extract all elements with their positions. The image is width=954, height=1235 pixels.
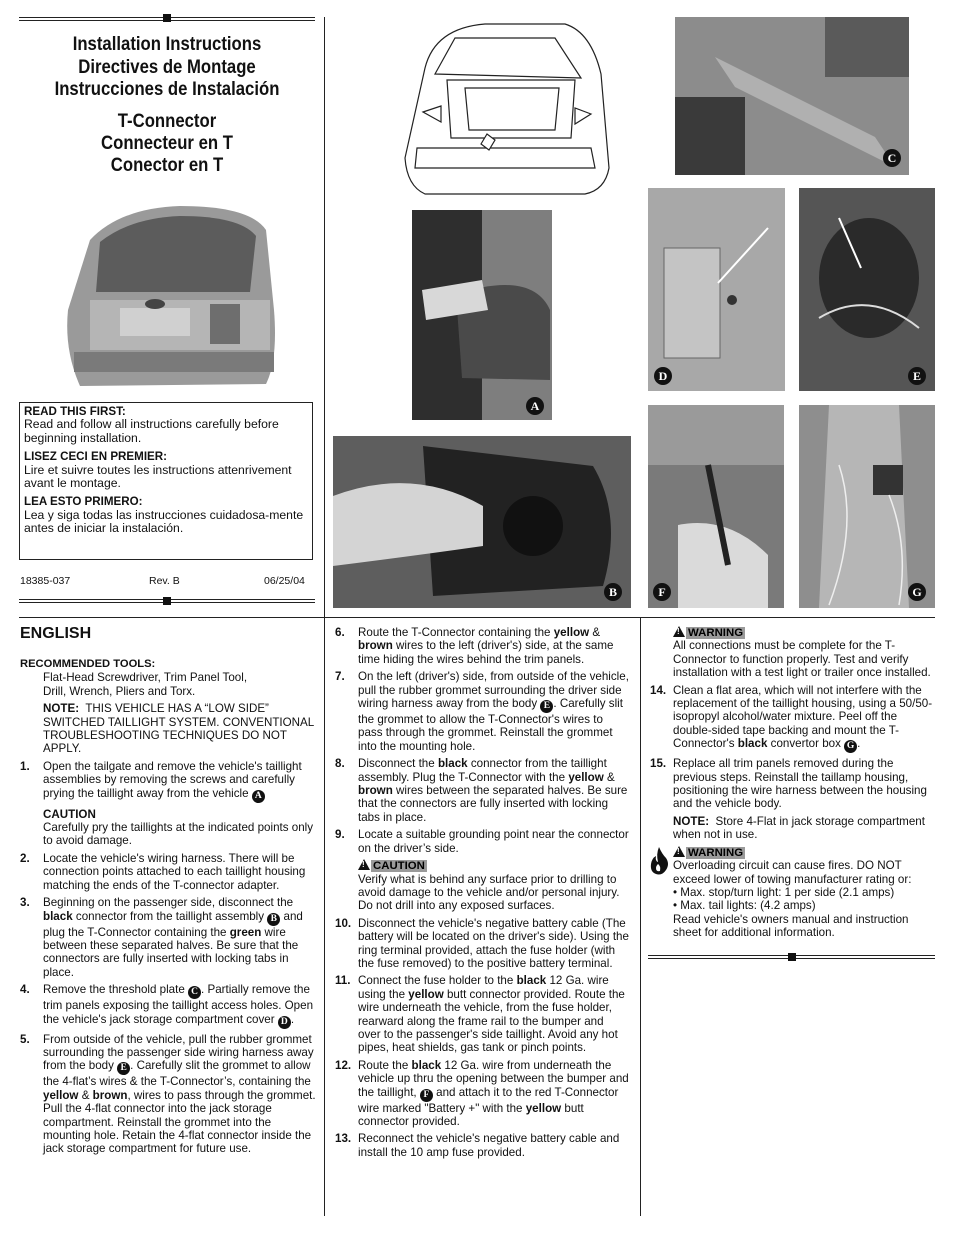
step-2-text: Locate the vehicle's wiring harness. There will be connection points attached to each taillight housing matching the ends of the T-connector adapter.: [43, 851, 306, 892]
step-5: [20, 1033, 316, 1156]
minivan-diagram: [395, 18, 613, 196]
figure-label-b: B: [604, 583, 622, 601]
step-5-text: . Carefully slit the grommet to allow the 4-flat’s wires & the T-Connector’s, containing the: [43, 1059, 311, 1089]
rule-marker: [163, 597, 171, 605]
wire-color: black: [516, 974, 547, 988]
photo-d: [648, 188, 785, 391]
step-9-text: Locate a suitable grounding point near the connector on the driver’s side.: [358, 828, 629, 855]
step-number: 5.: [20, 1032, 30, 1046]
note-label: NOTE:: [673, 814, 710, 828]
step-number: 3.: [20, 896, 30, 910]
step-12-text: 12 Ga. wire from underneath the vehicle up thru the opening between the bumper and the taillight,: [358, 1058, 629, 1099]
step-11-text: Connect the fuse holder to the: [358, 974, 514, 988]
step-number: 1.: [20, 759, 30, 773]
step-number: 11.: [335, 974, 351, 988]
wire-color: yellow: [568, 770, 604, 784]
step-number: 13.: [335, 1132, 352, 1146]
step-14-text: .: [857, 737, 861, 751]
step-number: 14.: [650, 683, 667, 697]
read-first-fr-heading: LISEZ CECI EN PREMIER:: [24, 450, 168, 464]
read-first-box: [19, 402, 313, 560]
step-3: [20, 896, 316, 979]
wire-color: yellow: [43, 1088, 79, 1102]
figure-label-c: C: [883, 149, 901, 167]
section-title: ENGLISH: [20, 625, 92, 642]
step-4-text: . Partially remove the trim panels exposing the taillight access holes. Open the vehicle's jack storage compartment cover: [43, 983, 314, 1026]
wire-color: black: [411, 1058, 442, 1072]
column-divider-lower-2: [640, 618, 641, 1216]
step-10: [335, 917, 629, 971]
caution-label: CAUTION: [373, 860, 425, 873]
step-7-text: On the left (driver's) side, from outside of the vehicle, pull the rubber grommet surrounding the driver side wiring harness away from the body: [358, 670, 629, 711]
step-6: [335, 626, 629, 666]
caution-text: Carefully pry the taillights at the indicated points only to avoid damage.: [43, 821, 314, 848]
photo-e: [799, 188, 935, 391]
step-11-text: butt connector provided. Route the wire underneath the vehicle, from the fuse holder, rearward along the frame rail to the bumper and over to the passenger's side taillight. Avoid any hot pipes, heat shields, gas tank or pinch points.: [358, 987, 625, 1055]
figure-ref-f: F: [420, 1089, 433, 1102]
title-en: Installation Instructions: [72, 34, 262, 55]
step-5-text: From outside of the vehicle, pull the rubber grommet surrounding the passenger side wiring harness away from the body: [43, 1032, 314, 1073]
column-1: [20, 624, 316, 1160]
column-3: [650, 626, 936, 940]
figure-ref-a: A: [252, 790, 265, 803]
title-es: Instrucciones de Instalación: [54, 79, 280, 100]
step-11-text: 12 Ga. wire using the: [358, 974, 609, 1001]
revision: Rev. B: [149, 575, 180, 587]
read-first-es-text: Lea y siga todas las instrucciones cuidadosa-mente antes de iniciar la instalación.: [24, 507, 304, 536]
warning-text: All connections must be complete for the T-Connector to function properly. Test and verify installation with a test light or trailer once installed.: [673, 639, 931, 680]
step-15: [650, 757, 936, 841]
step-14-text: convertor box: [770, 737, 841, 751]
step-8-text: wires between the separated halves. Be sure that the connectors are fully inserted with locking tabs in place.: [358, 784, 628, 824]
step-12: [335, 1059, 629, 1129]
step-10-text: Disconnect the vehicle's negative battery cable (The battery will be located on the driver's side). Using the ring terminal provided, attach the fuse holder (with the fuse removed) to the positive battery terminal.: [358, 916, 629, 970]
caution-heading: CAUTION: [43, 807, 96, 821]
warning-text: Read vehicle's owners manual and instruction sheet for additional information.: [673, 912, 909, 940]
tools-heading: RECOMMENDED TOOLS:: [20, 658, 156, 670]
tools-note-text: THIS VEHICLE HAS A “LOW SIDE” SWITCHED TAILLIGHT SYSTEM. CONVENTIONAL TROUBLESHOOTING TECHNIQUES DO NOT APPLY.: [43, 702, 314, 756]
wire-color: brown: [358, 784, 393, 798]
photo-f: [648, 405, 784, 608]
step-9: [335, 828, 629, 912]
photo-a: [412, 210, 552, 420]
step-3-text: wire between these separated halves. Be sure that the connectors are fully inserted with locking tabs in place.: [43, 925, 299, 979]
step-7-text: . Carefully slit the grommet to allow the T-Connector's wires to pass through the grommet. Reinstall the grommet into the mounting hole.: [358, 697, 623, 753]
step-number: 2.: [20, 851, 30, 865]
step-4-text: .: [290, 1012, 295, 1026]
step-7: [335, 670, 629, 753]
tools-list: Flat-Head Screwdriver, Trim Panel Tool, Drill, Wrench, Pliers and Torx.: [43, 671, 248, 698]
step-11: [335, 974, 629, 1054]
step-4: [20, 983, 316, 1028]
column-divider: [324, 17, 325, 617]
rule-marker: [788, 953, 796, 961]
wire-color: yellow: [408, 987, 444, 1001]
warning-icon: [673, 846, 685, 857]
figure-ref-g: G: [844, 740, 857, 753]
column-divider-lower-1: [324, 618, 325, 1216]
step-2: [20, 852, 316, 892]
read-first-fr-text: Lire et suivre toutes les instructions attenrivement avant le montage.: [24, 462, 292, 491]
step-8-text: Disconnect the: [358, 757, 435, 771]
photo-g: [799, 405, 935, 608]
step-number: 12.: [335, 1058, 352, 1072]
warning-label: WARNING: [688, 627, 744, 639]
step-6-text: wires to the left (driver's) side, at the same time hiding the wires behind the trim panels.: [358, 639, 614, 666]
step-number: 4.: [20, 983, 30, 997]
figure-ref-e: E: [540, 700, 553, 713]
figure-label-a: A: [526, 397, 544, 415]
step-5-text: &: [81, 1088, 90, 1102]
wire-color: brown: [358, 639, 393, 653]
figure-label-g: G: [908, 583, 926, 601]
figure-label-d: D: [654, 367, 672, 385]
caution-icon: [358, 859, 370, 870]
step-3-text: connector from the taillight assembly: [75, 909, 265, 923]
step-8-text: &: [607, 770, 615, 784]
step-14-text: Clean a flat area, which will not interfere with the replacement of the taillight housing, using a 50/50-isopropyl alcohol/water mixture. Peel off the double-sided tape backing and mount the T-Connector's: [673, 683, 933, 751]
note-label: NOTE:: [43, 702, 80, 716]
step-5-text: , wires to pass through the grommet. Pull the 4-flat connector into the jack storage compartment. Reinstall the grommet into the mounting hole. Retain the 4-flat connector inside the jack storage compartment for future use.: [43, 1088, 316, 1156]
wire-color: green: [229, 925, 262, 939]
step-6-text: &: [592, 626, 601, 639]
wire-color: yellow: [525, 1101, 562, 1115]
step-13: [335, 1132, 629, 1159]
warning-text: • Max. stop/turn light: 1 per side (2.1 amps): [673, 885, 895, 899]
vehicle-photo: [60, 200, 286, 388]
step-number: 15.: [650, 757, 667, 771]
wire-color: brown: [92, 1088, 128, 1102]
wire-color: black: [437, 757, 468, 771]
step-3-text: and plug the T-Connector containing the: [43, 909, 303, 939]
step-number: 9.: [335, 828, 345, 842]
caution-text: Verify what is behind any surface prior to drilling to avoid damage to the vehicle and/or personal injury. Do not drill into any exposed surfaces.: [358, 872, 620, 913]
column-2: [335, 626, 629, 1163]
step-8: [335, 757, 629, 824]
warning-text: Overloading circuit can cause fires. DO NOT exceed lower of towing manufacturer rating or:: [673, 859, 912, 886]
section-rule: [19, 617, 935, 618]
read-first-es-heading: LEA ESTO PRIMERO:: [24, 495, 143, 509]
step-8-text: connector from the taillight assembly. Plug the T-Connector with the: [358, 757, 607, 784]
step-3-text: Beginning on the passenger side, disconnect the: [43, 896, 294, 910]
step-number: 10.: [335, 916, 352, 930]
warning-icon: [673, 626, 685, 637]
wire-color: black: [43, 909, 73, 923]
wire-color: yellow: [553, 626, 590, 639]
step-4-text: Remove the threshold plate: [43, 983, 185, 997]
step-13-text: Reconnect the vehicle's negative battery cable and install the 10 amp fuse provided.: [358, 1132, 620, 1159]
step-6-text: Route the T-Connector containing the: [358, 626, 551, 639]
step-14: [650, 684, 936, 754]
note-text: Store 4-Flat in jack storage compartment when not in use.: [673, 814, 925, 842]
doc-date: 06/25/04: [264, 575, 305, 587]
photo-c: [675, 17, 909, 175]
part-number: 18385-037: [20, 575, 71, 587]
warning-1: [650, 626, 936, 680]
step-12-text: butt connector provided.: [358, 1101, 584, 1128]
step-12-text: Route the: [358, 1058, 409, 1072]
fire-icon: [648, 846, 670, 876]
warning-label: WARNING: [688, 846, 744, 859]
figure-ref-b: B: [267, 913, 280, 926]
figure-ref-c: C: [188, 986, 201, 999]
rule-marker: [163, 14, 171, 22]
product-en: T-Connector: [117, 111, 217, 132]
step-number: 7.: [335, 670, 345, 684]
product-fr: Connecteur en T: [101, 133, 233, 154]
tools-note: [20, 702, 316, 756]
product-es: Conector en T: [110, 155, 224, 176]
read-first-en-heading: READ THIS FIRST:: [24, 405, 126, 418]
photo-b: [333, 436, 631, 608]
step-1: [20, 760, 316, 848]
figure-ref-e: E: [117, 1062, 130, 1075]
step-number: 8.: [335, 757, 345, 771]
step-number: 6.: [335, 626, 345, 639]
read-first-en-text: Read and follow all instructions carefully before beginning installation.: [24, 417, 279, 445]
figure-label-e: E: [908, 367, 926, 385]
step-15-text: Replace all trim panels removed during the previous steps. Reinstall the taillamp housing, positioning the wire harness between the housing and the vehicle body.: [673, 757, 927, 811]
warning-text: • Max. tail lights: (4.2 amps): [673, 899, 816, 913]
wire-color: black: [737, 737, 768, 751]
warning-2: [650, 846, 936, 940]
figure-ref-d: D: [278, 1016, 291, 1029]
title-fr: Directives de Montage: [78, 57, 256, 78]
step-1-text: Open the tailgate and remove the vehicle's taillight assemblies by removing the screws and carefully prying the taillight away from the vehicle: [43, 759, 302, 800]
figure-label-f: F: [653, 583, 671, 601]
step-12-text: and attach it to the red T-Connector wire marked "Battery +" with the: [358, 1085, 619, 1115]
